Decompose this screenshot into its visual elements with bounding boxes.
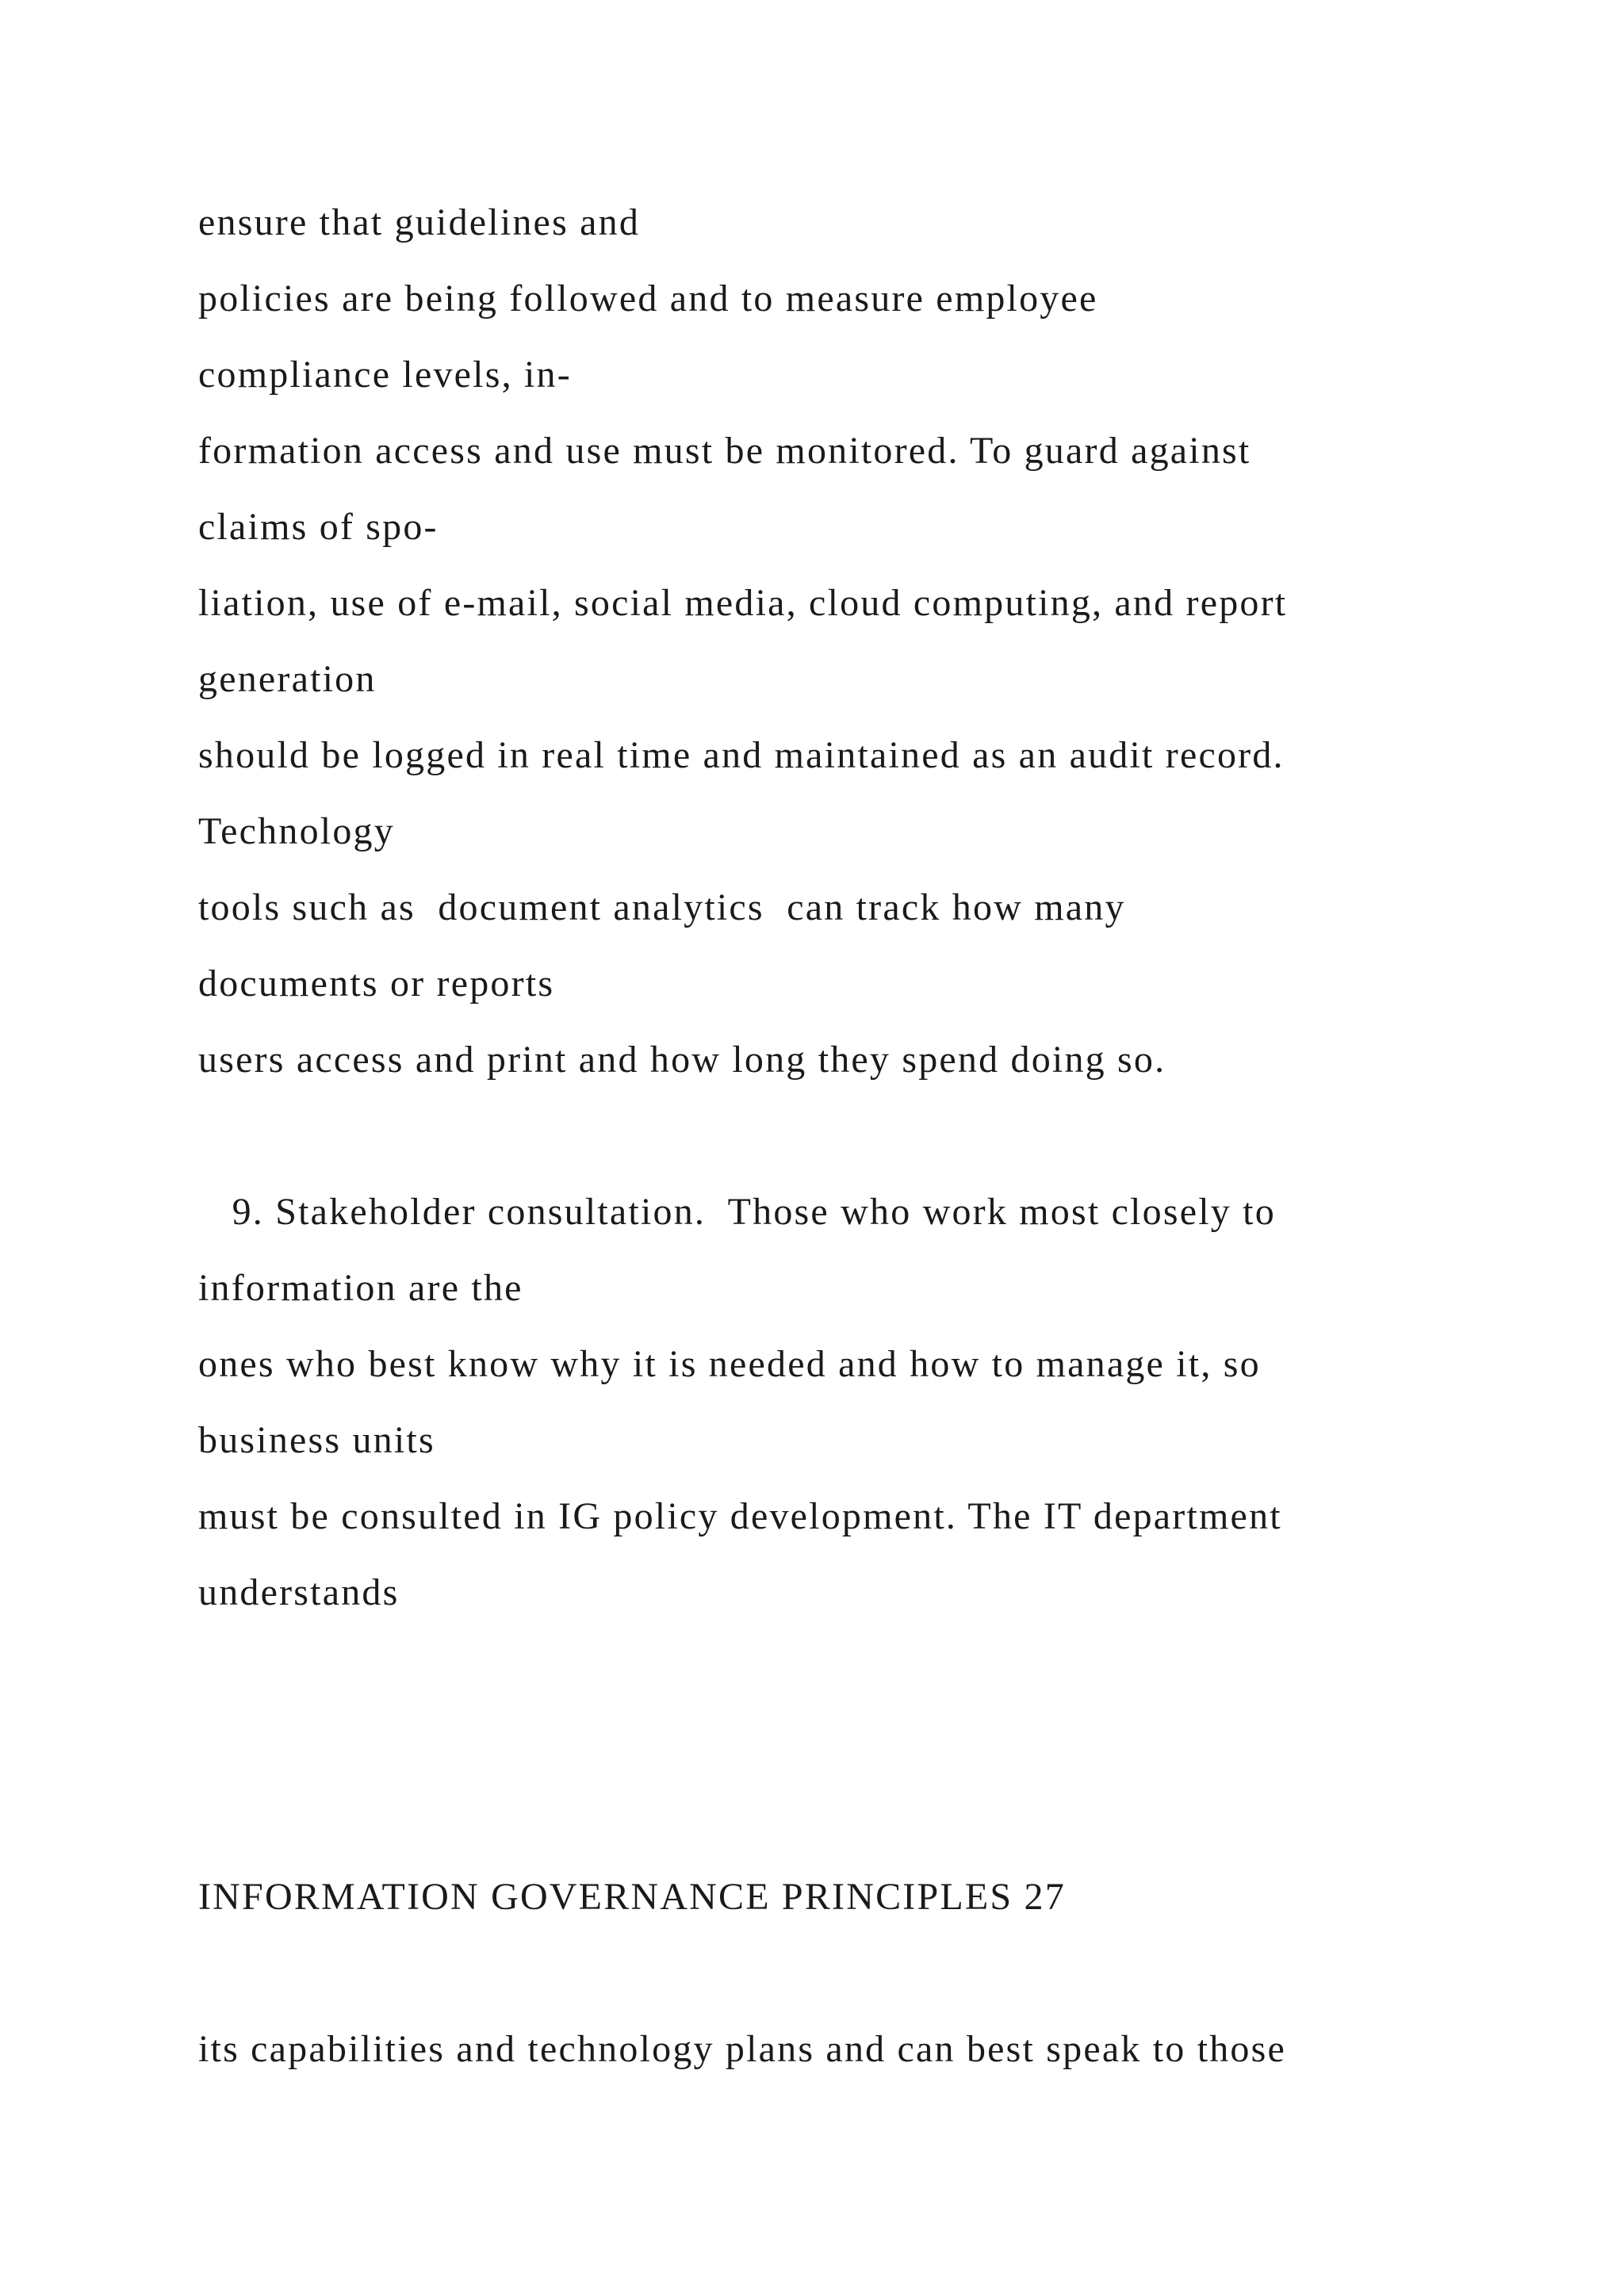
text-line: ones who best know why it is needed and how to manage it, so (198, 1343, 1261, 1385)
text-line: users access and print and how long they spend doing so. (198, 1039, 1166, 1081)
text-line: 9. Stakeholder consultation. Those who work most closely to (198, 1191, 1276, 1233)
running-header: INFORMATION GOVERNANCE PRINCIPLES 27 (198, 1876, 1066, 1918)
text-line: formation access and use must be monitored. To guard against (198, 430, 1251, 472)
text-line: Technology (198, 810, 395, 852)
text-line: policies are being followed and to measure employee (198, 277, 1098, 320)
text-line: compliance levels, in- (198, 354, 572, 396)
text-line: claims of spo- (198, 506, 439, 548)
text-line: tools such as document analytics can track how many (198, 886, 1126, 928)
text-line: documents or reports (198, 962, 555, 1004)
text-line: business units (198, 1419, 435, 1461)
text-line: understands (198, 1571, 400, 1613)
text-line: information are the (198, 1267, 523, 1309)
text-line: its capabilities and technology plans and can best speak to those (198, 2028, 1287, 2070)
text-line: must be consulted in IG policy development. The IT department (198, 1495, 1282, 1537)
text-line: generation (198, 658, 377, 700)
text-line: ensure that guidelines and (198, 201, 641, 243)
text-line: liation, use of e-mail, social media, cloud computing, and report (198, 582, 1288, 624)
text-line: should be logged in real time and maintained as an audit record. (198, 734, 1285, 776)
